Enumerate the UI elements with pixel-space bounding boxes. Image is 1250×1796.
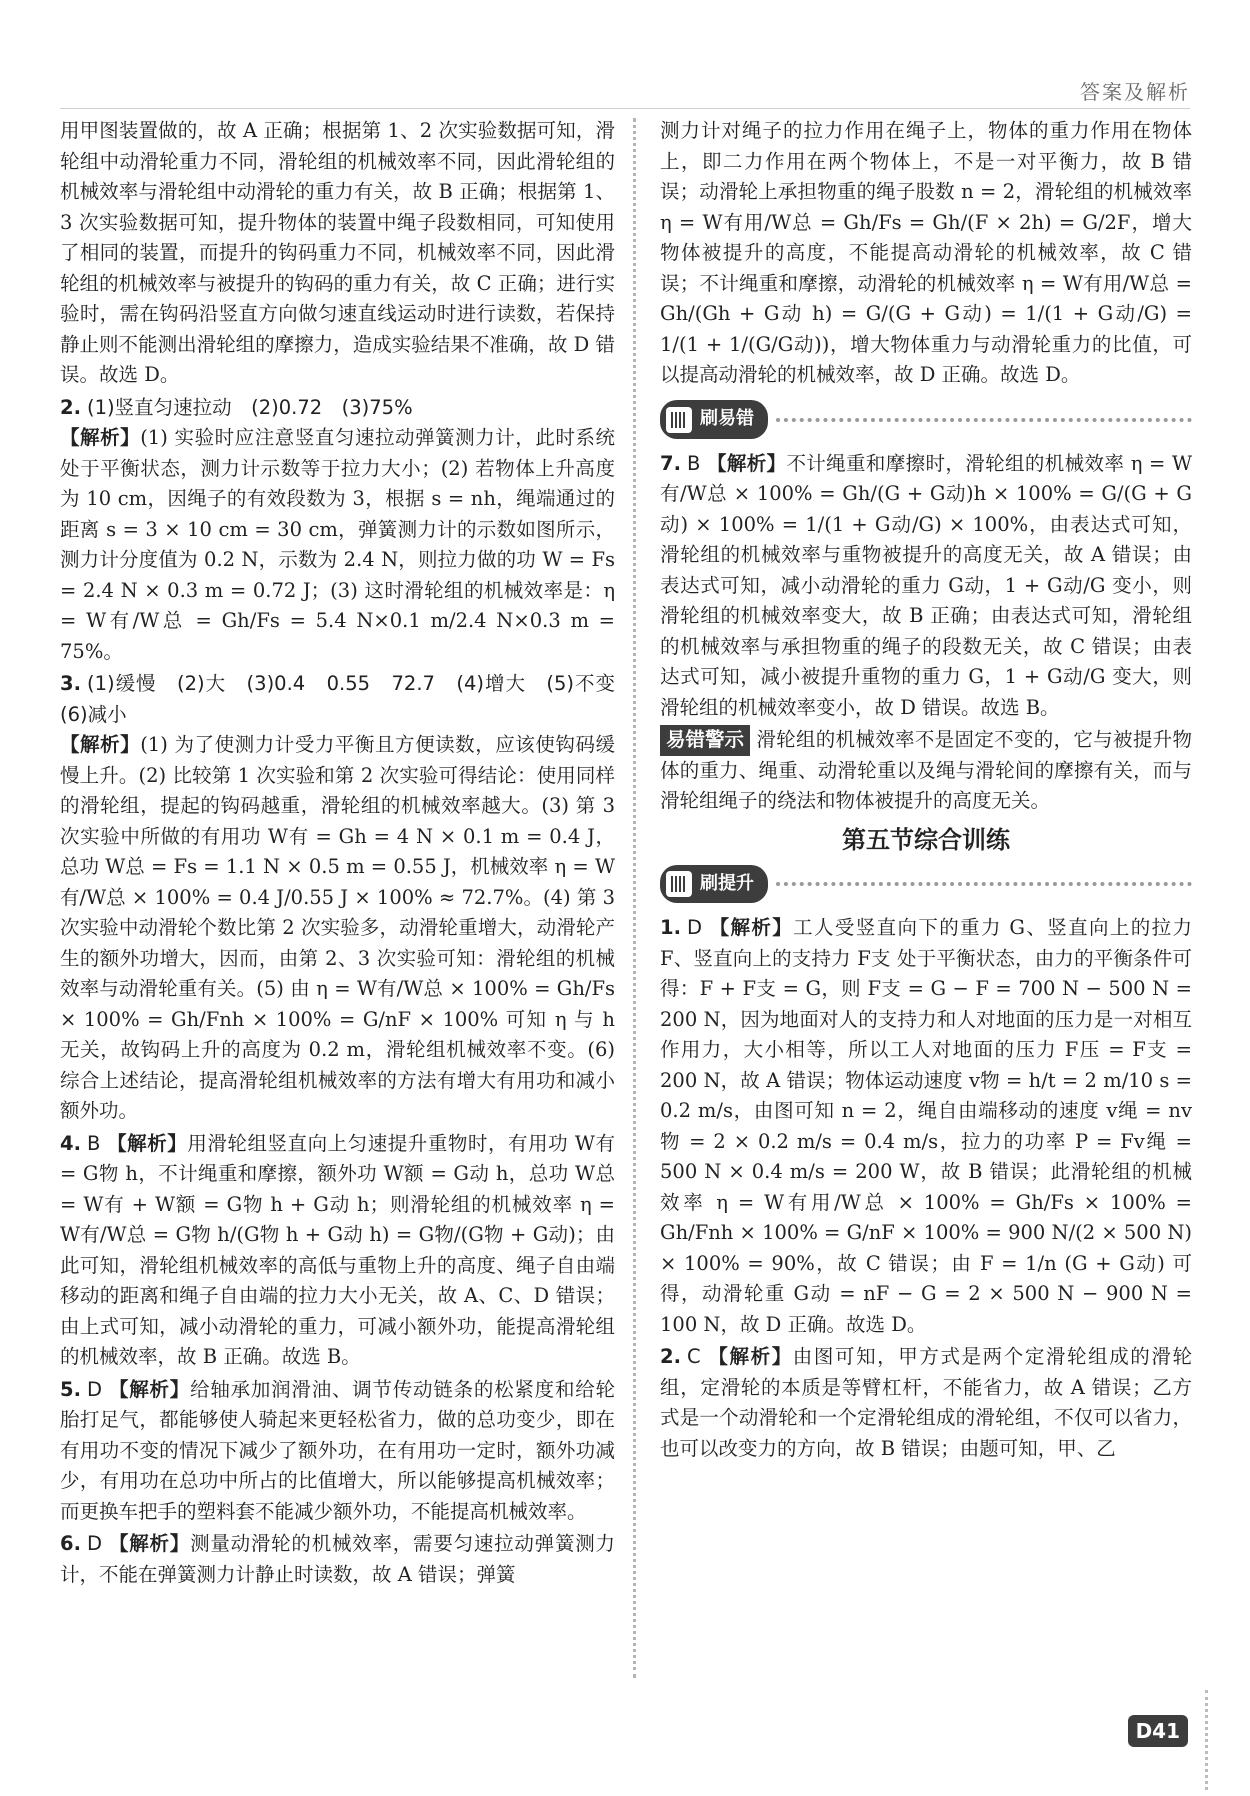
badge-label: 刷易错 xyxy=(700,408,754,430)
question-number: 5. xyxy=(60,1377,81,1401)
analysis-text: 给轴承加润滑油、调节传动链条的松紧度和给轮胎打足气，都能够使人骑起来更轻松省力，做的总功变少，即在有用功不变的情况下减少了额外功，在有用功一定时，额外功减少，有用功在总功中所占的比值增大，所以能够提高机械效率；而更换车把手的塑料套不能减少额外功，不能提高机械效率。 xyxy=(60,1377,615,1523)
badge-shuayicuo xyxy=(660,403,1192,437)
column-separator xyxy=(633,118,636,1678)
question-number: 2. xyxy=(660,1345,681,1368)
question-3 xyxy=(60,669,635,1127)
left-column xyxy=(60,116,635,1592)
brush-icon xyxy=(666,871,692,897)
dotted-rule xyxy=(776,418,1192,422)
analysis-text: 测量动滑轮的机械效率，需要匀速拉动弹簧测力计，不能在弹簧测力计静止时读数，故 A 错误；弹簧 xyxy=(60,1532,615,1586)
question-answer: B xyxy=(86,1131,101,1155)
question-number: 3. xyxy=(60,672,81,695)
question-answer: D xyxy=(686,916,702,939)
header-label: 答案及解析 xyxy=(1080,80,1190,104)
analysis-text: (1) 为了使测力计受力平衡且方便读数，应该使钩码缓慢上升。(2) 比较第 1 次实验和第 2 次实验可得结论：使用同样的滑轮组，提起的钩码越重，滑轮组的机械效率越大。(3) 第 3 次实验中所做的有用功 W有 = Gh = 4 N × 0.1 m = 0.4 J，总功 W总 = Fs = 1.1 N × 0.5 m = 0.55 J，机械效率 η = W有/W总 × 100% = 0.4 J/0.55 J × 100% ≈ 72.7%。(4) 第 3 次实验中动滑轮个数比第 2 次实验多，动滑轮重增大，动滑轮产生的额外功增大，因而，由第 2、3 次实验可知：滑轮组的机械效率与动滑轮重有关。(5) 由 η = W有/W总 × 100% = Gh/Fs × 100% = Gh/Fnh × 100% = G/nF × 100% 可知 η 与 h 无关，故钩码上升的高度为 0.2 m，滑轮组机械效率不变。(6) 综合上述结论，提高滑轮组机械效率的方法有增大有用功和减小额外功。 xyxy=(60,733,615,1122)
question-number: 2. xyxy=(60,395,81,419)
question-answer: (1)缓慢 (2)大 (3)0.4 0.55 72.7 (4)增大 (5)不变 (6)减小 xyxy=(60,672,635,726)
header-rule xyxy=(60,108,1190,109)
analysis-label: 【解析】 xyxy=(708,1345,793,1368)
question-5 xyxy=(60,1375,615,1528)
question-number: 6. xyxy=(60,1532,81,1555)
analysis-label: 【解析】 xyxy=(709,916,794,939)
analysis-label: 【解析】 xyxy=(60,733,141,756)
question-number: 1. xyxy=(660,916,681,939)
page-number: D41 xyxy=(1128,1715,1188,1747)
analysis-text: 由图可知，甲方式是两个定滑轮组成的滑轮组，定滑轮的本质是等臂杠杆，不能省力，故 A 错误；乙方式是一个动滑轮和一个定滑轮组成的滑轮组，不仅可以省力，也可以改变力的方向，故 B 错误；由题可知，甲、乙 xyxy=(660,1345,1192,1460)
question-answer: C xyxy=(686,1345,701,1368)
dotted-rule xyxy=(776,882,1192,886)
analysis-text: 用滑轮组竖直向上匀速提升重物时，有用功 W有 = G物 h，不计绳重和摩擦，额外功 W额 = G动 h，总功 W总 = W有 + W额 = G物 h + G动 h；则滑轮组的机械效率 η = W有/W总 = G物 h/(G物 h + G动 h) = G物/(G物 + G动)；由此可知，滑轮组机械效率的高低与重物上升的高度、绳子自由端移动的距离和绳子自由端的拉力大小无关，故 A、C、D 错误；由上式可知，减小动滑轮的重力，可减小额外功，能提高滑轮组的机械效率，故 B 正确。故选 B。 xyxy=(60,1131,615,1368)
warning-text: 滑轮组的机械效率不是固定不变的，它与被提升物体的重力、绳重、动滑轮重以及绳与滑轮间的摩擦有关，而与滑轮组绳子的绕法和物体被提升的高度无关。 xyxy=(660,728,1192,812)
error-warning xyxy=(660,725,1192,817)
right-column xyxy=(660,116,1192,1466)
corner-decoration xyxy=(1205,1690,1230,1790)
analysis-label: 【解析】 xyxy=(108,1377,191,1401)
analysis-text: (1) 实验时应注意竖直匀速拉动弹簧测力计，此时系统处于平衡状态，测力计示数等于拉力大小；(2) 若物体上升高度为 10 cm，因绳子的有效段数为 3，根据 s = nh，绳端通过的距离 s = 3 × 10 cm = 30 cm，弹簧测力计的示数如图所示，测力计分度值为 0.2 N，示数为 2.4 N，则拉力做的功 W = Fs = 2.4 N × 0.3 m = 0.72 J；(3) 这时滑轮组的机械效率是：η = W有/W总 = Gh/Fs = 5.4 N×0.1 m/2.4 N×0.3 m = 75%。 xyxy=(60,426,615,663)
question-2 xyxy=(60,393,615,668)
question-number: 4. xyxy=(60,1131,81,1155)
analysis-text: 不计绳重和摩擦时，滑轮组的机械效率 η = W有/W总 × 100% = Gh/(G + G动)h × 100% = G/(G + G动) × 100% = 1/(1 + G动/G) × 100%，由表达式可知，滑轮组的机械效率与重物被提升的高度无关，故 A 错误；由表达式可知，减小动滑轮的重力 G动，1 + G动/G 变小，则滑轮组的机械效率变大，故 B 正确；由表达式可知，滑轮组的机械效率与承担物重的绳子的段数无关，故 C 错误；由表达式可知，减小被提升重物的重力 G，1 + G动/G 变大，则滑轮组的机械效率变小，故 D 错误。故选 B。 xyxy=(660,451,1192,719)
analysis-label: 【解析】 xyxy=(107,1131,188,1155)
badge-shuatisheng xyxy=(660,867,1192,901)
question-answer: D xyxy=(86,1377,102,1401)
question-r1 xyxy=(660,913,1192,1340)
analysis-text: 工人受竖直向下的重力 G、竖直向上的拉力 F、竖直向上的支持力 F支 处于平衡状态，由力的平衡条件可得：F + F支 = G，则 F支 = G − F = 700 N − 500 N = 200 N，因为地面对人的支持力和人对地面的压力是一对相互作用力，大小相等，所以工人对地面的压力 F压 = F支 = 200 N，故 A 错误；物体运动速度 v物 = h/t = 2 m/10 s = 0.2 m/s，由图可知 n = 2，绳自由端移动的速度 v绳 = nv物 = 2 × 0.2 m/s = 0.4 m/s，拉力的功率 P = Fv绳 = 500 N × 0.4 m/s = 200 W，故 B 错误；此滑轮组的机械效率 η = W有用/W总 × 100% = Gh/Fs × 100% = Gh/Fnh × 100% = G/nF × 100% = 900 N/(2 × 500 N) × 100% = 90%，故 C 错误；由 F = 1/n (G + G动) 可得，动滑轮重 G动 = nF − G = 2 × 500 N − 900 N = 100 N，故 D 正确。故选 D。 xyxy=(660,916,1192,1336)
question-answer: D xyxy=(86,1532,102,1555)
question-6 xyxy=(60,1529,615,1590)
question-7 xyxy=(660,449,1192,724)
warning-tag: 易错警示 xyxy=(660,725,750,756)
question-4 xyxy=(60,1129,615,1373)
section-title: 第五节综合训练 xyxy=(842,824,1010,854)
question-answer: (1)竖直匀速拉动 (2)0.72 (3)75% xyxy=(86,395,413,419)
analysis-label: 【解析】 xyxy=(706,451,787,475)
analysis-label: 【解析】 xyxy=(60,426,141,449)
analysis-label: 【解析】 xyxy=(108,1532,191,1555)
paragraph-continued: 测力计对绳子的拉力作用在绳子上，物体的重力作用在物体上，即二力作用在两个物体上，不是一对平衡力，故 B 错误；动滑轮上承担物重的绳子股数 n = 2，滑轮组的机械效率 η = W有用/W总 = Gh/Fs = Gh/(F × 2h) = G/2F，增大物体被提升的高度，不能提高动滑轮的机械效率，故 C 错误；不计绳重和摩擦，动滑轮的机械效率 η = W有用/W总 = Gh/(Gh + G动 h) = G/(G + G动) = 1/(1 + G动/G) = 1/(1 + 1/(G/G动))，增大物体重力与动滑轮重力的比值，可以提高动滑轮的机械效率，故 D 正确。故选 D。 xyxy=(660,119,1193,386)
question-answer: B xyxy=(686,451,701,475)
brush-icon xyxy=(666,407,692,433)
question-r2 xyxy=(660,1342,1192,1464)
question-number: 7. xyxy=(660,451,681,475)
badge-label: 刷提升 xyxy=(700,872,754,894)
paragraph-intro: 用甲图装置做的，故 A 正确；根据第 1、2 次实验数据可知，滑轮组中动滑轮重力不同，滑轮组的机械效率不同，因此滑轮组的机械效率与滑轮组中动滑轮的重力有关，故 B 正确；根据第 1、3 次实验数据可知，提升物体的装置中绳子段数相同，可知使用了相同的装置，而提升的钩码重力不同，机械效率不同，因此滑轮组的机械效率与被提升的钩码的重力有关，故 C 正确；进行实验时，需在钩码沿竖直方向做匀速直线运动时进行读数，若保持静止则不能测出滑轮组的摩擦力，造成实验结果不准确，故 D 错误。故选 D。 xyxy=(60,119,615,386)
